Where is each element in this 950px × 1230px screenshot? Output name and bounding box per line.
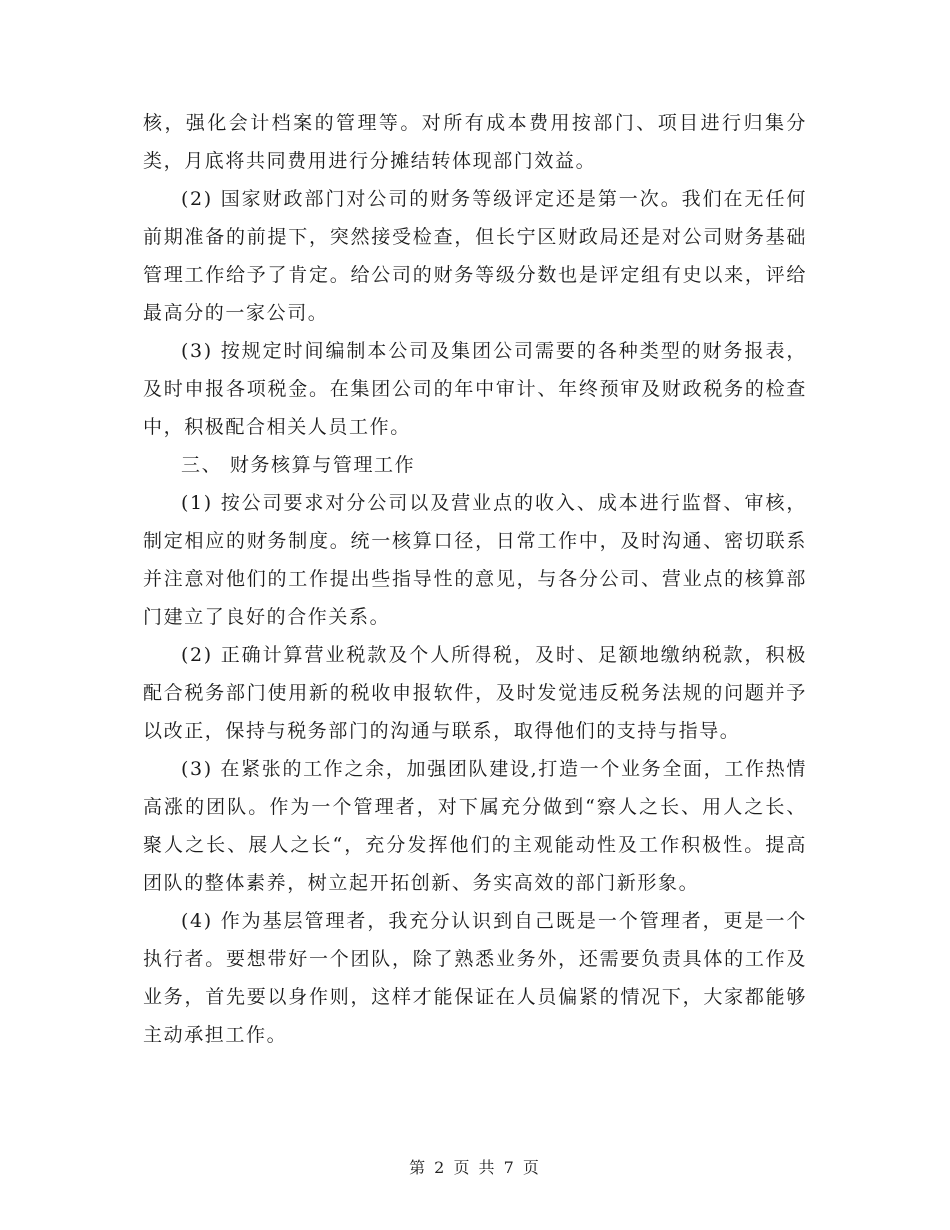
paragraph-item-4-manager: (4) 作为基层管理者，我充分认识到自己既是一个管理者，更是一个执行者。要想带好一个团队，除了熟悉业务外，还需要负责具体的工作及业务，首先要以身作则，这样才能保证在人员偏紧的情况下，大家都能够主动承担工作。 — [143, 910, 807, 1046]
page-number-footer: 第 2 页 共 7 页 — [409, 1158, 541, 1177]
paragraph-item-2-tax: (2) 正确计算营业税款及个人所得税，及时、足额地缴纳税款，积极配合税务部门使用新的税收申报软件，及时发觉违反税务法规的问题并予以改正，保持与税务部门的沟通与联系，取得他们的支持与指导。 — [143, 644, 807, 742]
document-body — [143, 104, 807, 1054]
paragraph-item-1-supervision: (1) 按公司要求对分公司以及营业点的收入、成本进行监督、审核，制定相应的财务制度。统一核算口径，日常工作中，及时沟通、密切联系并注意对他们的工作提出些指导性的意见，与各分公司、营业点的核算部门建立了良好的合作关系。 — [143, 492, 807, 628]
paragraph-continuation: 核，强化会计档案的管理等。对所有成本费用按部门、项目进行归集分类，月底将共同费用进行分摊结转体现部门效益。 — [143, 112, 807, 172]
paragraph-item-3-reports: (3) 按规定时间编制本公司及集团公司需要的各种类型的财务报表，及时申报各项税金。在集团公司的年中审计、年终预审及财政税务的检查中，积极配合相关人员工作。 — [143, 340, 807, 438]
paragraph-item-2-rating: (2) 国家财政部门对公司的财务等级评定还是第一次。我们在无任何前期准备的前提下，突然接受检查，但长宁区财政局还是对公司财务基础管理工作给予了肯定。给公司的财务等级分数也是评定组有史以来，评给最高分的一家公司。 — [143, 188, 807, 324]
paragraph-item-3-team: (3) 在紧张的工作之余，加强团队建设,打造一个业务全面，工作热情高涨的团队。作为一个管理者，对下属充分做到“察人之长、用人之长、聚人之长、展人之长“，充分发挥他们的主观能动性及工作积极性。提高团队的整体素养，树立起开拓创新、务实高效的部门新形象。 — [143, 758, 807, 894]
section-heading-3: 三、 财务核算与管理工作 — [181, 454, 416, 476]
